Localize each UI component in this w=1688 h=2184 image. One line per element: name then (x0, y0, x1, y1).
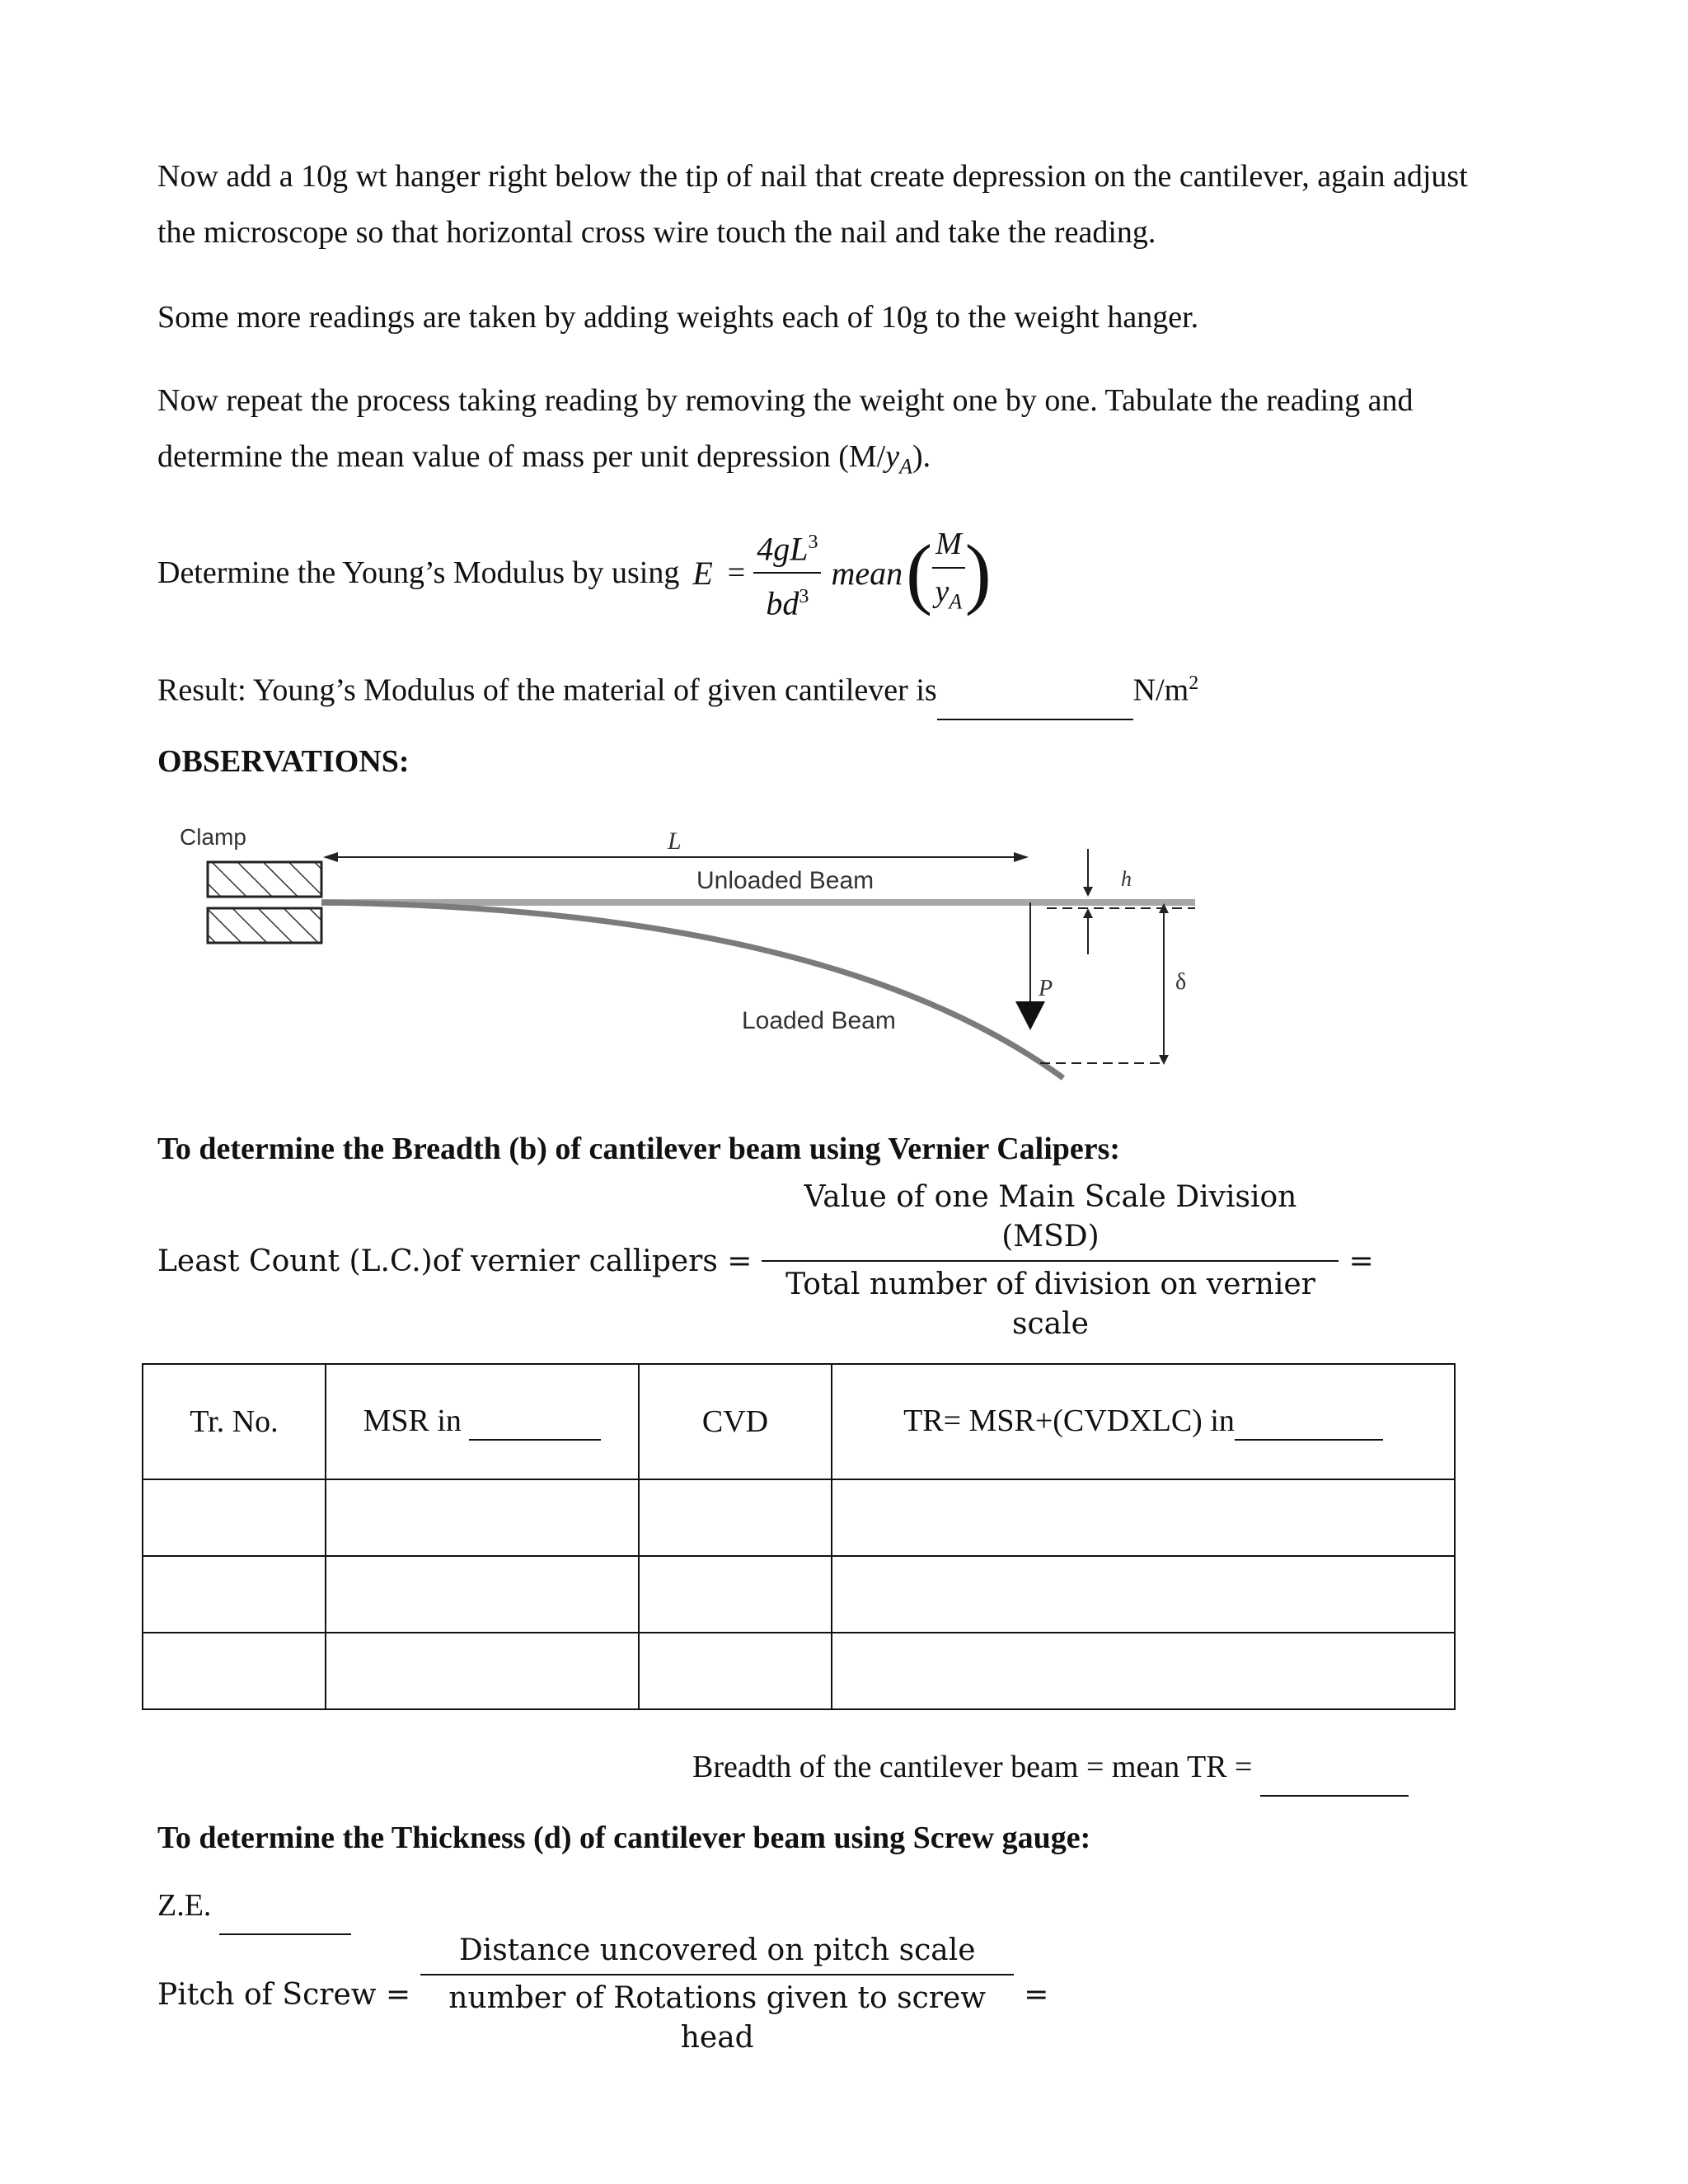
formula-inner-denominator: y (935, 574, 950, 609)
least-count-numerator: Value of one Main Scale Division (MSD) (762, 1178, 1339, 1262)
delta-label: δ (1175, 969, 1187, 995)
vernier-observation-table (142, 1363, 1456, 1710)
table-row (143, 1479, 1455, 1556)
formula-left-paren: ( (906, 528, 933, 616)
paragraph-add-hanger-line1: Now add a 10g wt hanger right below the tip of nail that create depression on the cantilever, again adjust (157, 159, 1468, 194)
pitch-formula (157, 1933, 1049, 2055)
pitch-denominator: number of Rotations given to screw head (448, 1981, 987, 2055)
length-arrow-right (1014, 852, 1029, 862)
pitch-fraction (420, 1931, 1014, 2058)
paragraph-repeat-process (157, 373, 1550, 495)
clamp-block-bottom (208, 908, 321, 943)
zero-error-label: Z.E. (157, 1888, 212, 1923)
result-text: Result: Young’s Modulus of the material of given cantilever is (157, 673, 937, 708)
formula-numerator-exp: 3 (808, 531, 818, 553)
cantilever-diagram (165, 816, 1220, 1096)
load-p-label: P (1039, 976, 1053, 1001)
table-cell[interactable] (326, 1479, 639, 1556)
table-row (143, 1556, 1455, 1633)
paragraph-more-readings: Some more readings are taken by adding weights each of 10g to the weight hanger. (157, 300, 1199, 335)
formula-right-paren: ) (964, 528, 992, 616)
table-cell[interactable] (832, 1633, 1455, 1709)
clamp-block-top (208, 862, 321, 897)
breadth-result-blank (1260, 1739, 1409, 1797)
mass-depression-sub: A (899, 454, 913, 479)
loaded-beam-label: Loaded Beam (742, 1007, 896, 1034)
mass-depression-y: y (885, 439, 900, 474)
table-cell[interactable] (326, 1633, 639, 1709)
header-cvd: CVD (639, 1364, 832, 1479)
formula-denominator: bd (766, 584, 799, 622)
breadth-result-line (692, 1739, 1599, 1797)
pitch-numerator: Distance uncovered on pitch scale (420, 1931, 1014, 1975)
table-cell[interactable] (143, 1633, 326, 1709)
formula-inner-fraction (932, 524, 965, 622)
formula-numerator: 4gL (757, 530, 809, 567)
paragraph-add-hanger-line2: the microscope so that horizontal cross wire touch the nail and take the reading. (157, 215, 1156, 250)
thickness-heading: To determine the Thickness (d) of cantilever beam using Screw gauge: (157, 1821, 1091, 1855)
result-blank (937, 663, 1133, 720)
h-label: h (1121, 867, 1132, 891)
formula-denominator-exp: 3 (799, 586, 809, 607)
mass-depression-close: ). (912, 439, 931, 474)
header-msr (326, 1364, 639, 1479)
least-count-fraction (762, 1178, 1339, 1344)
formula-inner-numerator: M (935, 526, 962, 561)
header-trial-number: Tr. No. (143, 1364, 326, 1479)
header-total-reading-blank (1235, 1403, 1383, 1441)
result-unit-exp: 2 (1189, 673, 1199, 694)
table-cell[interactable] (832, 1556, 1455, 1633)
header-msr-blank (469, 1403, 601, 1441)
table-cell[interactable] (639, 1556, 832, 1633)
header-msr-label: MSR in (363, 1404, 462, 1438)
formula-equals: = (727, 555, 746, 590)
zero-error-line (157, 1877, 1550, 1935)
h-arrowhead-top (1083, 887, 1093, 897)
loaded-beam (321, 902, 1063, 1078)
least-count-denominator: Total number of division on vernier scale (785, 1268, 1315, 1341)
youngs-modulus-formula (157, 526, 992, 622)
load-arrow-head (1015, 1001, 1045, 1030)
result-unit: N/m (1132, 673, 1189, 708)
least-count-equals: = (1348, 1244, 1374, 1278)
table-cell[interactable] (143, 1556, 326, 1633)
paragraph-repeat-line1: Now repeat the process taking reading by removing the weight one by one. Tabulate the reading and (157, 383, 1414, 418)
table-header-row (143, 1364, 1455, 1479)
formula-fraction (753, 523, 821, 624)
table-cell[interactable] (143, 1479, 326, 1556)
table-cell[interactable] (639, 1479, 832, 1556)
breadth-result-text: Breadth of the cantilever beam = mean TR = (692, 1750, 1253, 1784)
pitch-lead: Pitch of Screw = (157, 1977, 411, 2012)
result-line (157, 655, 1550, 720)
formula-lead-text: Determine the Young’s Modulus by using (157, 555, 680, 590)
formula-mean: mean (831, 554, 903, 592)
unloaded-beam-label: Unloaded Beam (696, 867, 874, 894)
formula-inner-sub: A (949, 589, 963, 614)
header-total-reading-label: TR= MSR+(CVDXLC) in (903, 1404, 1235, 1438)
header-total-reading (832, 1364, 1455, 1479)
table-cell[interactable] (326, 1556, 639, 1633)
h-arrowhead-bottom (1083, 908, 1093, 918)
breadth-heading: To determine the Breadth (b) of cantilever beam using Vernier Calipers: (157, 1132, 1121, 1166)
table-cell[interactable] (832, 1479, 1455, 1556)
table-row (143, 1633, 1455, 1709)
length-label: L (668, 827, 682, 855)
clamp-label: Clamp (180, 824, 246, 850)
least-count-lead: Least Count (L.C.)of vernier callipers = (157, 1244, 753, 1278)
table-cell[interactable] (639, 1633, 832, 1709)
observations-heading: OBSERVATIONS: (157, 744, 410, 779)
formula-lhs-e: E (692, 554, 713, 592)
length-arrow-left (323, 852, 338, 862)
deflection-arrowhead-bottom (1159, 1055, 1169, 1065)
paragraph-add-hanger (157, 148, 1550, 260)
paragraph-repeat-line2: determine the mean value of mass per unit depression (M/ (157, 439, 886, 474)
pitch-equals: = (1024, 1977, 1049, 2012)
zero-error-blank (219, 1877, 351, 1935)
least-count-formula (157, 1180, 1374, 1341)
